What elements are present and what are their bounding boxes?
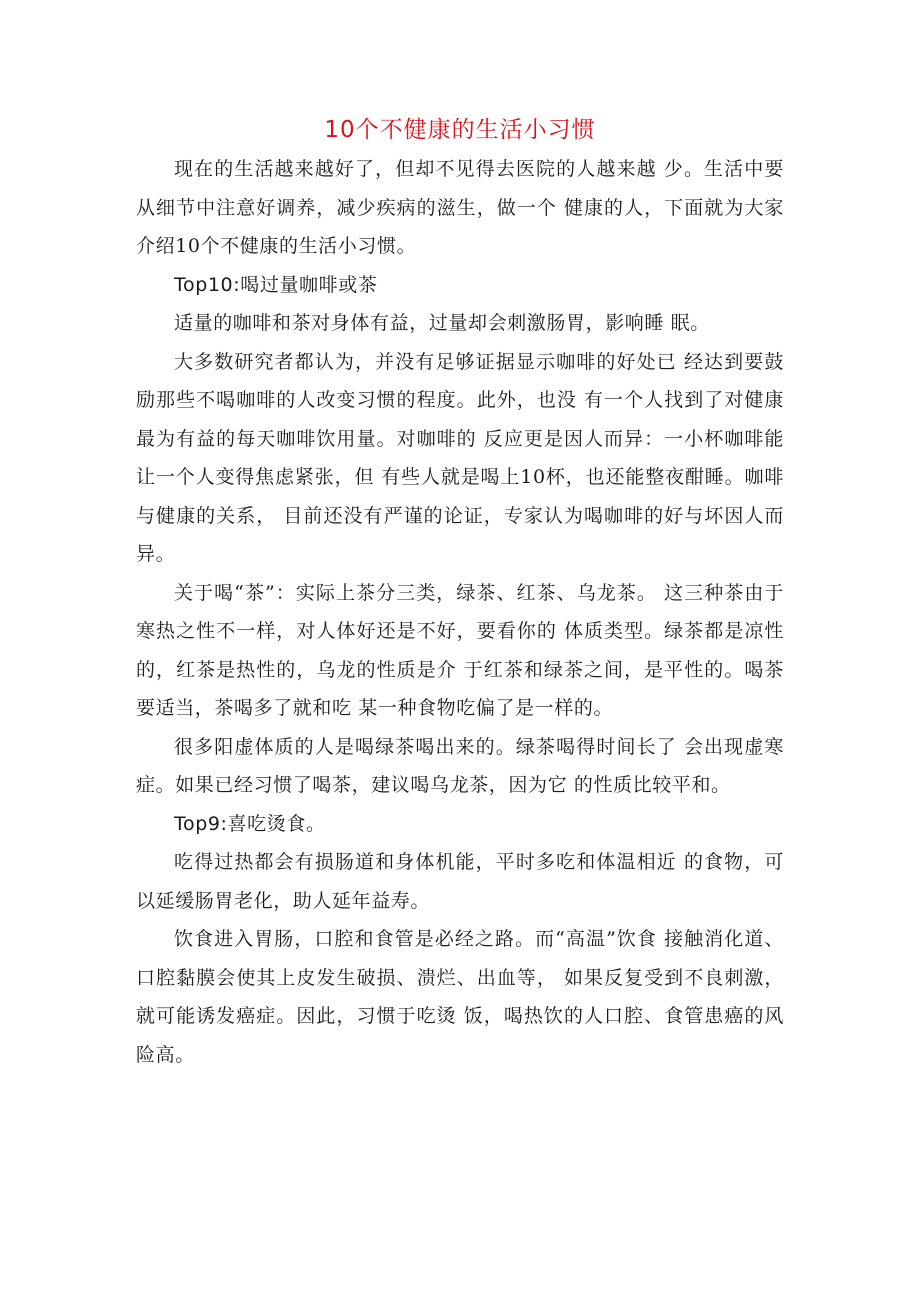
intro-paragraph: 现在的生活越来越好了，但却不见得去医院的人越来越 少。生活中要从细节中注意好调养，减少疾病的滋生，做一个 健康的人，下面就为大家介绍10个不健康的生活小习惯。 [136,158,784,257]
paragraph: 大多数研究者都认为，并没有足够证据显示咖啡的好处已 经达到要鼓励那些不喝咖啡的人改变习惯的程度。此外，也没 有一个人找到了对健康最为有益的每天咖啡饮用量。对咖啡的 反应更是因人而异：一小杯咖啡能让一个人变得焦虑紧张，但 有些人就是喝上10杯，也还能整夜酣睡。咖啡与健康的关系， 目前还没有严谨的论证，专家认为喝咖啡的好与坏因人而异。 [136,350,784,565]
paragraph: 很多阳虚体质的人是喝绿茶喝出来的。绿茶喝得时间长了 会出现虚寒症。如果已经习惯了喝茶，建议喝乌龙茶，因为它 的性质比较平和。 [136,735,784,796]
paragraph: 饮食进入胃肠，口腔和食管是必经之路。而“高温”饮食 接触消化道、口腔黏膜会使其上皮发生破损、溃烂、出血等， 如果反复受到不良刺激，就可能诱发癌症。因此，习惯于吃烫 饭，喝热饮的人口腔、食管患癌的风险高。 [136,928,784,1066]
section-heading-top10: Top10:喝过量咖啡或茶 [174,273,378,296]
paragraph: 适量的咖啡和茶对身体有益，过量却会刺激肠胃，影响睡 眠。 [174,312,710,334]
document-title: 10个不健康的生活小习惯 [324,117,596,143]
document-body [136,114,784,1074]
section-top9 [136,805,784,1075]
paragraph: 关于喝“茶”：实际上茶分三类，绿茶、红茶、乌龙茶。 这三种茶由于寒热之性不一样，对人体好还是不好，要看你的 体质类型。绿茶都是凉性的，红茶是热性的，乌龙的性质是介 于红茶和绿茶之间，是平性的。喝茶要适当，茶喝多了就和吃 某一种食物吃偏了是一样的。 [136,581,784,719]
section-top10 [136,266,784,805]
section-heading-top9: Top9:喜吃烫食。 [174,812,326,835]
paragraph: 吃得过热都会有损肠道和身体机能，平时多吃和体温相近 的食物，可以延缓肠胃老化，助人延年益寿。 [136,851,784,912]
